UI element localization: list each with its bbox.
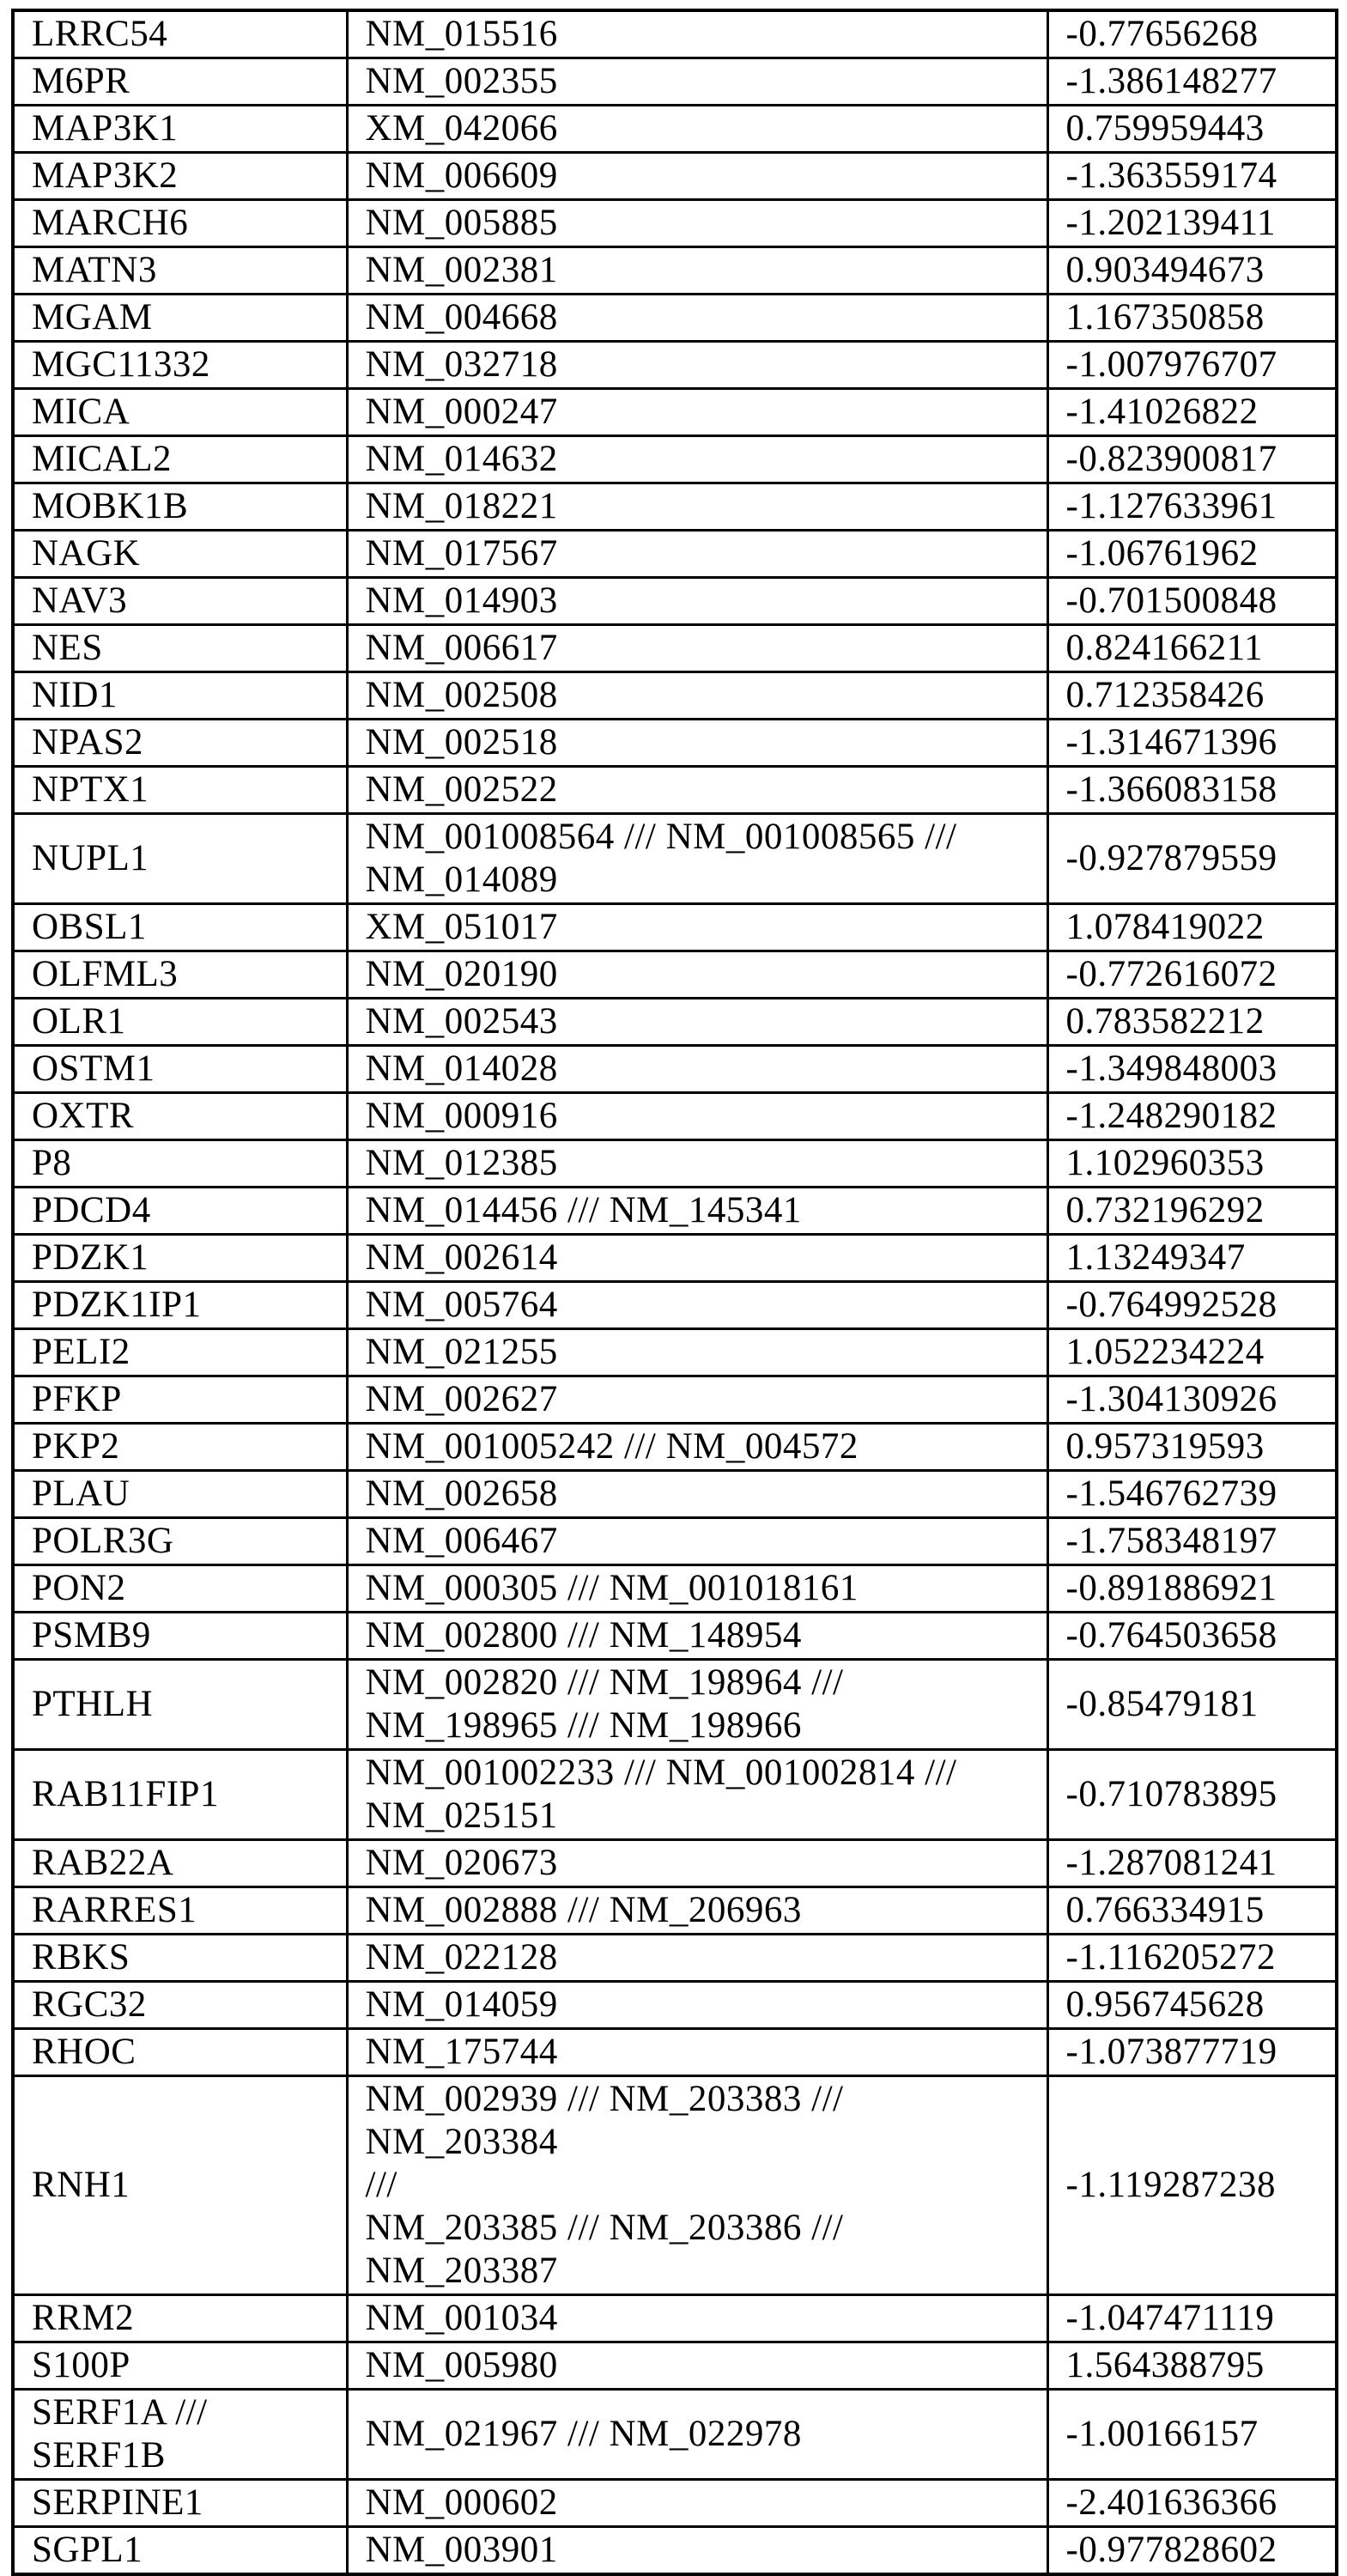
accession-cell: NM_000602: [347, 2480, 1047, 2527]
value-cell: 0.957319593: [1047, 1424, 1337, 1471]
value-cell: 0.824166211: [1047, 625, 1337, 672]
gene-symbol-cell: NPAS2: [13, 720, 347, 767]
table-row: [13, 389, 1337, 436]
value-cell: -1.304130926: [1047, 1376, 1337, 1424]
value-cell: -1.248290182: [1047, 1093, 1337, 1140]
value-cell: 1.13249347: [1047, 1235, 1337, 1282]
table-row: [13, 1935, 1337, 1982]
value-cell: -1.073877719: [1047, 2029, 1337, 2076]
value-cell: -1.546762739: [1047, 1471, 1337, 1518]
table-row: [13, 2527, 1337, 2575]
table-row: [13, 1188, 1337, 1235]
accession-cell: NM_021255: [347, 1329, 1047, 1376]
gene-symbol-cell: MARCH6: [13, 200, 347, 247]
gene-symbol-cell: LRRC54: [13, 10, 347, 58]
gene-symbol-cell: PTHLH: [13, 1660, 347, 1750]
value-cell: 0.783582212: [1047, 999, 1337, 1046]
gene-symbol-cell: PDZK1IP1: [13, 1282, 347, 1329]
gene-expression-table: [11, 9, 1338, 2576]
table-row: [13, 1471, 1337, 1518]
scanned-document-page: [0, 9, 1347, 2570]
gene-symbol-cell: RBKS: [13, 1935, 347, 1982]
value-cell: -1.41026822: [1047, 389, 1337, 436]
table-row: [13, 2295, 1337, 2342]
value-cell: 0.732196292: [1047, 1188, 1337, 1235]
value-cell: -0.977828602: [1047, 2527, 1337, 2575]
gene-symbol-cell: NAV3: [13, 578, 347, 625]
accession-cell: NM_006617: [347, 625, 1047, 672]
value-cell: -1.366083158: [1047, 767, 1337, 814]
gene-symbol-cell: MAP3K2: [13, 153, 347, 200]
gene-symbol-cell: MGAM: [13, 295, 347, 342]
gene-symbol-cell: NUPL1: [13, 814, 347, 904]
table-row: [13, 2029, 1337, 2076]
gene-symbol-cell: PDCD4: [13, 1188, 347, 1235]
table-body: [13, 10, 1337, 2574]
gene-symbol-cell: RGC32: [13, 1982, 347, 2029]
accession-cell: NM_020673: [347, 1840, 1047, 1887]
table-row: [13, 1329, 1337, 1376]
table-row: [13, 1887, 1337, 1935]
accession-cell: NM_002939 /// NM_203383 /// NM_203384 /// NM_203385 /// NM_203386 /// NM_203387: [347, 2076, 1047, 2295]
gene-symbol-cell: MAP3K1: [13, 106, 347, 153]
table-row: [13, 106, 1337, 153]
value-cell: 1.167350858: [1047, 295, 1337, 342]
table-row: [13, 1140, 1337, 1188]
gene-symbol-cell: OLFML3: [13, 951, 347, 999]
value-cell: -1.007976707: [1047, 342, 1337, 389]
gene-symbol-cell: OLR1: [13, 999, 347, 1046]
accession-cell: NM_175744: [347, 2029, 1047, 2076]
value-cell: 1.078419022: [1047, 904, 1337, 951]
accession-cell: NM_020190: [347, 951, 1047, 999]
value-cell: -0.77656268: [1047, 10, 1337, 58]
value-cell: -1.363559174: [1047, 153, 1337, 200]
value-cell: -0.823900817: [1047, 436, 1337, 483]
accession-cell: NM_014903: [347, 578, 1047, 625]
table-row: [13, 10, 1337, 58]
table-row: [13, 2480, 1337, 2527]
gene-symbol-cell: SGPL1: [13, 2527, 347, 2575]
gene-symbol-cell: RAB11FIP1: [13, 1750, 347, 1840]
value-cell: -1.06761962: [1047, 531, 1337, 578]
gene-symbol-cell: M6PR: [13, 58, 347, 106]
accession-cell: NM_001005242 /// NM_004572: [347, 1424, 1047, 1471]
gene-symbol-cell: PSMB9: [13, 1613, 347, 1660]
value-cell: 0.766334915: [1047, 1887, 1337, 1935]
table-row: [13, 814, 1337, 904]
value-cell: 1.564388795: [1047, 2342, 1337, 2390]
accession-cell: NM_018221: [347, 483, 1047, 531]
accession-cell: NM_006467: [347, 1518, 1047, 1565]
table-row: [13, 904, 1337, 951]
gene-symbol-cell: RARRES1: [13, 1887, 347, 1935]
gene-symbol-cell: P8: [13, 1140, 347, 1188]
table-row: [13, 672, 1337, 720]
table-row: [13, 295, 1337, 342]
table-row: [13, 1750, 1337, 1840]
table-row: [13, 1840, 1337, 1887]
gene-symbol-cell: S100P: [13, 2342, 347, 2390]
table-row: [13, 1235, 1337, 1282]
accession-cell: NM_012385: [347, 1140, 1047, 1188]
gene-symbol-cell: OXTR: [13, 1093, 347, 1140]
accession-cell: NM_015516: [347, 10, 1047, 58]
gene-symbol-cell: MATN3: [13, 247, 347, 295]
table-row: [13, 625, 1337, 672]
value-cell: 1.102960353: [1047, 1140, 1337, 1188]
accession-cell: NM_006609: [347, 153, 1047, 200]
accession-cell: NM_002658: [347, 1471, 1047, 1518]
gene-symbol-cell: RRM2: [13, 2295, 347, 2342]
table-row: [13, 951, 1337, 999]
accession-cell: NM_017567: [347, 531, 1047, 578]
table-row: [13, 1660, 1337, 1750]
value-cell: -1.386148277: [1047, 58, 1337, 106]
accession-cell: XM_042066: [347, 106, 1047, 153]
gene-symbol-cell: NID1: [13, 672, 347, 720]
table-row: [13, 531, 1337, 578]
value-cell: -1.116205272: [1047, 1935, 1337, 1982]
table-row: [13, 1518, 1337, 1565]
accession-cell: NM_004668: [347, 295, 1047, 342]
accession-cell: NM_002888 /// NM_206963: [347, 1887, 1047, 1935]
value-cell: -1.202139411: [1047, 200, 1337, 247]
table-row: [13, 2076, 1337, 2295]
accession-cell: NM_003901: [347, 2527, 1047, 2575]
table-row: [13, 1046, 1337, 1093]
accession-cell: NM_005885: [347, 200, 1047, 247]
accession-cell: NM_032718: [347, 342, 1047, 389]
value-cell: 1.052234224: [1047, 1329, 1337, 1376]
table-row: [13, 999, 1337, 1046]
table-row: [13, 247, 1337, 295]
gene-symbol-cell: MICAL2: [13, 436, 347, 483]
accession-cell: NM_005764: [347, 1282, 1047, 1329]
accession-cell: NM_014456 /// NM_145341: [347, 1188, 1047, 1235]
table-row: [13, 2342, 1337, 2390]
accession-cell: NM_002820 /// NM_198964 /// NM_198965 /// NM_198966: [347, 1660, 1047, 1750]
gene-symbol-cell: MGC11332: [13, 342, 347, 389]
table-row: [13, 200, 1337, 247]
gene-symbol-cell: OBSL1: [13, 904, 347, 951]
gene-symbol-cell: NAGK: [13, 531, 347, 578]
gene-symbol-cell: RAB22A: [13, 1840, 347, 1887]
table-row: [13, 1613, 1337, 1660]
gene-symbol-cell: POLR3G: [13, 1518, 347, 1565]
value-cell: -0.710783895: [1047, 1750, 1337, 1840]
table-row: [13, 1565, 1337, 1613]
table-row: [13, 1424, 1337, 1471]
accession-cell: NM_014028: [347, 1046, 1047, 1093]
gene-symbol-cell: OSTM1: [13, 1046, 347, 1093]
table-row: [13, 1376, 1337, 1424]
value-cell: 0.759959443: [1047, 106, 1337, 153]
table-row: [13, 342, 1337, 389]
accession-cell: NM_002355: [347, 58, 1047, 106]
table-row: [13, 578, 1337, 625]
gene-symbol-cell: SERPINE1: [13, 2480, 347, 2527]
accession-cell: NM_001034: [347, 2295, 1047, 2342]
value-cell: -1.119287238: [1047, 2076, 1337, 2295]
gene-symbol-cell: PLAU: [13, 1471, 347, 1518]
gene-symbol-cell: PON2: [13, 1565, 347, 1613]
accession-cell: NM_002800 /// NM_148954: [347, 1613, 1047, 1660]
value-cell: -1.00166157: [1047, 2390, 1337, 2480]
accession-cell: NM_014059: [347, 1982, 1047, 2029]
accession-cell: NM_002627: [347, 1376, 1047, 1424]
value-cell: -0.764503658: [1047, 1613, 1337, 1660]
value-cell: -1.349848003: [1047, 1046, 1337, 1093]
table-row: [13, 436, 1337, 483]
gene-symbol-cell: PELI2: [13, 1329, 347, 1376]
value-cell: -0.85479181: [1047, 1660, 1337, 1750]
value-cell: 0.712358426: [1047, 672, 1337, 720]
value-cell: 0.903494673: [1047, 247, 1337, 295]
value-cell: -1.314671396: [1047, 720, 1337, 767]
gene-symbol-cell: MICA: [13, 389, 347, 436]
value-cell: -1.047471119: [1047, 2295, 1337, 2342]
table-row: [13, 1282, 1337, 1329]
gene-symbol-cell: RNH1: [13, 2076, 347, 2295]
value-cell: -0.927879559: [1047, 814, 1337, 904]
gene-symbol-cell: MOBK1B: [13, 483, 347, 531]
accession-cell: NM_000305 /// NM_001018161: [347, 1565, 1047, 1613]
gene-symbol-cell: SERF1A /// SERF1B: [13, 2390, 347, 2480]
table-row: [13, 2390, 1337, 2480]
table-row: [13, 153, 1337, 200]
gene-symbol-cell: NPTX1: [13, 767, 347, 814]
gene-symbol-cell: PDZK1: [13, 1235, 347, 1282]
value-cell: -0.701500848: [1047, 578, 1337, 625]
gene-symbol-cell: NES: [13, 625, 347, 672]
value-cell: -0.772616072: [1047, 951, 1337, 999]
value-cell: -1.287081241: [1047, 1840, 1337, 1887]
accession-cell: NM_005980: [347, 2342, 1047, 2390]
accession-cell: NM_000247: [347, 389, 1047, 436]
gene-symbol-cell: PFKP: [13, 1376, 347, 1424]
table-row: [13, 767, 1337, 814]
gene-symbol-cell: RHOC: [13, 2029, 347, 2076]
accession-cell: NM_002543: [347, 999, 1047, 1046]
table-row: [13, 720, 1337, 767]
gene-symbol-cell: PKP2: [13, 1424, 347, 1471]
table-row: [13, 483, 1337, 531]
accession-cell: NM_001002233 /// NM_001002814 /// NM_025151: [347, 1750, 1047, 1840]
accession-cell: NM_002508: [347, 672, 1047, 720]
table-row: [13, 1982, 1337, 2029]
accession-cell: NM_022128: [347, 1935, 1047, 1982]
accession-cell: NM_021967 /// NM_022978: [347, 2390, 1047, 2480]
value-cell: -0.764992528: [1047, 1282, 1337, 1329]
table-row: [13, 58, 1337, 106]
value-cell: 0.956745628: [1047, 1982, 1337, 2029]
value-cell: -1.127633961: [1047, 483, 1337, 531]
accession-cell: NM_000916: [347, 1093, 1047, 1140]
value-cell: -0.891886921: [1047, 1565, 1337, 1613]
accession-cell: NM_002522: [347, 767, 1047, 814]
value-cell: -2.401636366: [1047, 2480, 1337, 2527]
accession-cell: NM_014632: [347, 436, 1047, 483]
accession-cell: NM_002381: [347, 247, 1047, 295]
accession-cell: NM_001008564 /// NM_001008565 /// NM_014089: [347, 814, 1047, 904]
accession-cell: NM_002518: [347, 720, 1047, 767]
accession-cell: NM_002614: [347, 1235, 1047, 1282]
table-row: [13, 1093, 1337, 1140]
accession-cell: XM_051017: [347, 904, 1047, 951]
value-cell: -1.758348197: [1047, 1518, 1337, 1565]
